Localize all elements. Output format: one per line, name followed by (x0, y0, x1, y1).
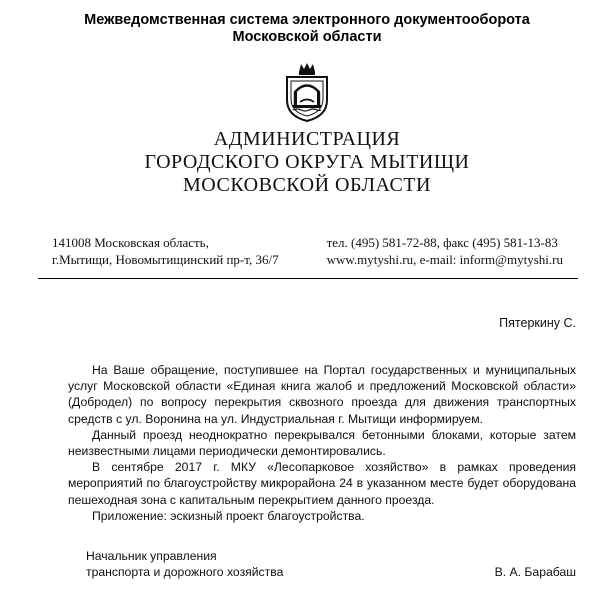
contact-phone-fax: тел. (495) 581-72-88, факс (495) 581-13-83 (326, 235, 558, 250)
administration-title (0, 128, 614, 197)
signatory-position-line-1: Начальник управления (86, 549, 217, 563)
postal-address-line-2: г.Мытищи, Новомытищинский пр-т, 36/7 (52, 252, 279, 267)
coat-of-arms-icon (284, 62, 330, 122)
header-divider (38, 278, 578, 279)
body-paragraph-2: Данный проезд неоднократно перекрывался бетонными блоками, которые затем неизвестными лицами периодически демонтировались. (68, 427, 576, 459)
postal-address-line-1: 141008 Московская область, (52, 235, 209, 250)
letter-body (68, 362, 576, 524)
administration-title-line-2: ГОРОДСКОГО ОКРУГА МЫТИЩИ (144, 151, 470, 173)
body-paragraph-1: На Ваше обращение, поступившее на Портал государственных и муниципальных услуг Московской области «Единая книга жалоб и предложений Московской области» (Добродел) по вопросу перекрытия сквозного проезда для движения транспортных средств с ул. Воронина на ул. Индустриальная г. Мытищи информируем. (68, 363, 576, 426)
administration-title-line-1: АДМИНИСТРАЦИЯ (213, 128, 401, 150)
system-header-line-1: Межведомственная система электронного документооборота (84, 12, 530, 28)
signatory-name: В. А. Барабаш (494, 565, 576, 579)
system-header (0, 12, 614, 46)
signatory-position (86, 548, 283, 580)
contact-web-email: www.mytyshi.ru, e-mail: inform@mytyshi.ru (326, 252, 563, 267)
system-header-line-2: Московской области (232, 29, 382, 45)
postal-address (52, 234, 279, 268)
administration-title-line-3: МОСКОВСКОЙ ОБЛАСТИ (183, 174, 431, 196)
body-paragraph-3: В сентябре 2017 г. МКУ «Лесопарковое хозяйство» в рамках проведения мероприятий по благоустройству микрорайона 24 в указанном месте будет оборудована пешеходная зона с капитальным перекрытием данного проезда. (68, 460, 576, 507)
body-paragraph-4: Приложение: эскизный проект благоустройства. (92, 508, 365, 523)
signatory-position-line-2: транспорта и дорожного хозяйства (86, 565, 284, 579)
recipient: Пятеркину С. (499, 316, 576, 330)
contact-info (327, 234, 563, 268)
